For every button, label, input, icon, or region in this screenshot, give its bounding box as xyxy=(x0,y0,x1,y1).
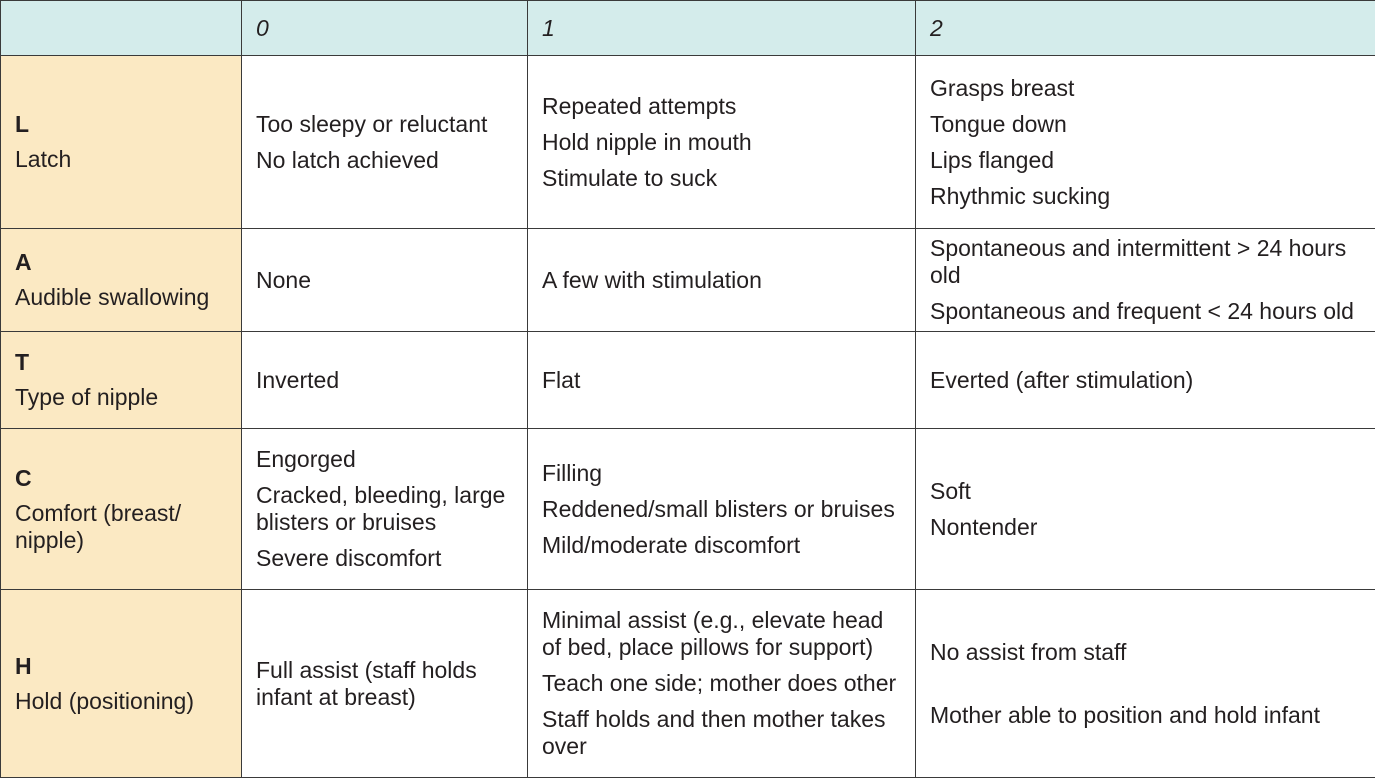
table-row-latch xyxy=(1,56,1375,229)
score-0-cell xyxy=(242,590,528,778)
criterion-cell xyxy=(1,56,242,229)
cell-line: Spontaneous and intermittent > 24 hours old xyxy=(930,235,1361,289)
header-score-1: 1 xyxy=(528,1,916,56)
cell-line: Stimulate to suck xyxy=(542,165,901,192)
cell-line: No assist from staff xyxy=(930,639,1361,666)
cell-line: Mild/moderate discomfort xyxy=(542,532,901,559)
cell-line: Flat xyxy=(542,367,901,394)
header-row xyxy=(1,1,1375,56)
header-score-0: 0 xyxy=(242,1,528,56)
score-1-cell xyxy=(528,56,916,229)
table-row-type-of-nipple xyxy=(1,332,1375,429)
score-1-cell xyxy=(528,332,916,429)
score-0-cell xyxy=(242,332,528,429)
criterion-letter: H xyxy=(15,653,227,680)
cell-line: Everted (after stimulation) xyxy=(930,367,1361,394)
score-1-cell xyxy=(528,429,916,590)
criterion-name: Comfort (breast/ nipple) xyxy=(15,500,227,554)
cell-line: Reddened/small blisters or bruises xyxy=(542,496,901,523)
cell-line: Engorged xyxy=(256,446,513,473)
table-row-audible-swallowing xyxy=(1,229,1375,332)
cell-line: Too sleepy or reluctant xyxy=(256,111,513,138)
header-score-2: 2 xyxy=(916,1,1375,56)
criterion-letter: A xyxy=(15,249,227,276)
score-1-cell xyxy=(528,590,916,778)
cell-line: Teach one side; mother does other xyxy=(542,670,901,697)
criterion-cell xyxy=(1,332,242,429)
score-0-cell xyxy=(242,429,528,590)
cell-line: Minimal assist (e.g., elevate head of bed, place pillows for support) xyxy=(542,607,901,661)
cell-line: Mother able to position and hold infant xyxy=(930,702,1361,729)
cell-line: Lips flanged xyxy=(930,147,1361,174)
cell-line: Soft xyxy=(930,478,1361,505)
criterion-letter: T xyxy=(15,349,227,376)
criterion-letter: C xyxy=(15,465,227,492)
cell-line: Nontender xyxy=(930,514,1361,541)
criterion-letter: L xyxy=(15,111,227,138)
cell-line: Severe discomfort xyxy=(256,545,513,572)
criterion-name: Hold (positioning) xyxy=(15,688,227,715)
criterion-cell xyxy=(1,429,242,590)
criterion-name: Latch xyxy=(15,146,227,173)
table-row-comfort xyxy=(1,429,1375,590)
cell-line: Hold nipple in mouth xyxy=(542,129,901,156)
criterion-name: Audible swallowing xyxy=(15,284,227,311)
criterion-name: Type of nipple xyxy=(15,384,227,411)
table-row-hold xyxy=(1,590,1375,778)
cell-line: Staff holds and then mother takes over xyxy=(542,706,901,760)
cell-line: A few with stimulation xyxy=(542,267,901,294)
cell-line: Spontaneous and frequent < 24 hours old xyxy=(930,298,1361,325)
cell-line: Repeated attempts xyxy=(542,93,901,120)
cell-line: Tongue down xyxy=(930,111,1361,138)
score-0-cell xyxy=(242,229,528,332)
score-2-cell xyxy=(916,429,1375,590)
cell-line: Full assist (staff holds infant at breast) xyxy=(256,657,513,711)
score-2-cell xyxy=(916,56,1375,229)
criterion-cell xyxy=(1,590,242,778)
score-2-cell xyxy=(916,332,1375,429)
cell-line: Grasps breast xyxy=(930,75,1361,102)
score-2-cell xyxy=(916,229,1375,332)
score-0-cell xyxy=(242,56,528,229)
score-2-cell xyxy=(916,590,1375,778)
criterion-cell xyxy=(1,229,242,332)
cell-line: Filling xyxy=(542,460,901,487)
cell-line: Inverted xyxy=(256,367,513,394)
cell-line: None xyxy=(256,267,513,294)
header-corner-cell xyxy=(1,1,242,56)
score-1-cell xyxy=(528,229,916,332)
cell-line: No latch achieved xyxy=(256,147,513,174)
cell-line: Rhythmic sucking xyxy=(930,183,1361,210)
cell-line: Cracked, bleeding, large blisters or bruises xyxy=(256,482,513,536)
